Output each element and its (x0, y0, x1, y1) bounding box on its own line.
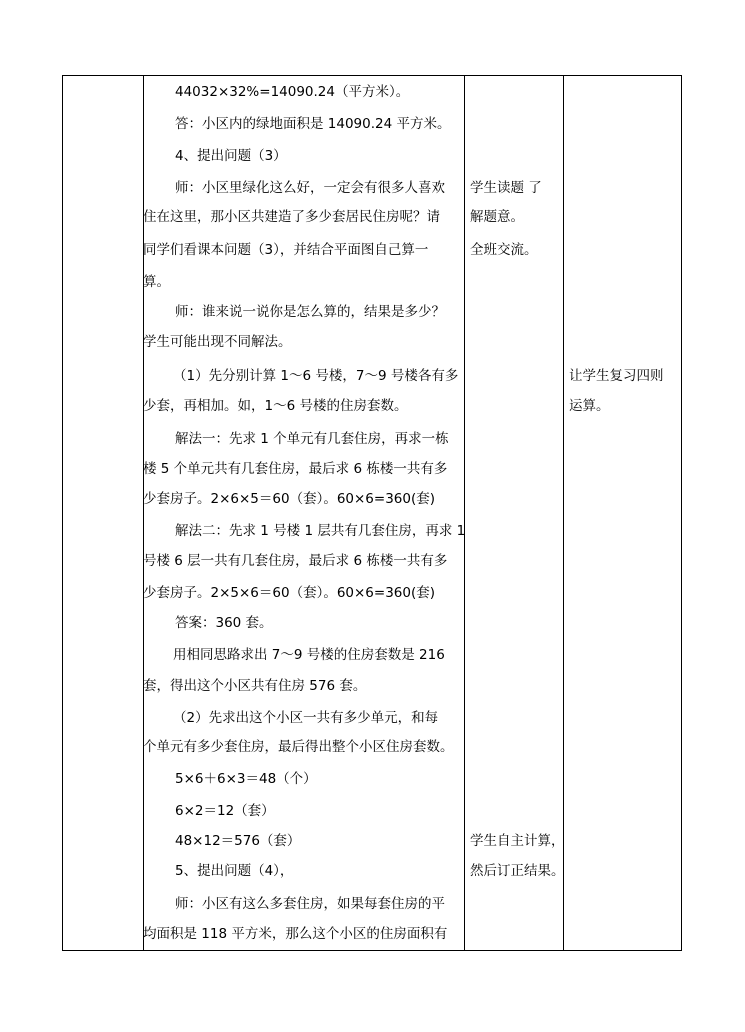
text-line: 算。 (143, 274, 170, 290)
text-line: 号楼 6 层一共有几套住房，最后求 6 栋楼一共有多 (143, 553, 448, 569)
text-line: 师：小区里绿化这么好，一定会有很多人喜欢 (175, 180, 445, 196)
empty-first-column (63, 76, 143, 950)
text-line: 均面积是 118 平方米，那么这个小区的住房面积有 (143, 926, 448, 942)
text-line: （2）先求出这个小区一共有多少单元，和每 (173, 710, 439, 726)
text-line: 44032×32%=14090.24（平方米）。 (175, 84, 410, 100)
text-line: 楼 5 个单元共有几套住房，最后求 6 栋楼一共有多 (143, 461, 448, 477)
text-line: 少套房子。2×5×6＝60（套）。60×6=360(套) (143, 585, 436, 601)
text-line: 答案：360 套。 (175, 615, 273, 631)
text-line: 学生可能出现不同解法。 (143, 334, 292, 350)
text-line: 全班交流。 (470, 242, 538, 258)
design-intent-column (563, 76, 683, 950)
text-line: 同学们看课本问题（3），并结合平面图自己算一 (143, 242, 429, 258)
text-line: 学生读题 了 (470, 180, 542, 196)
text-line: 少套，再相加。如，1～6 号楼的住房套数。 (143, 398, 408, 414)
text-line: 答：小区内的绿地面积是 14090.24 平方米。 (175, 116, 451, 132)
text-line: 然后订正结果。 (470, 863, 565, 879)
text-line: 套，得出这个小区共有住房 576 套。 (143, 678, 367, 694)
text-line: 个单元有多少套住房，最后得出整个小区住房套数。 (143, 739, 454, 755)
lesson-plan-table (62, 75, 682, 951)
text-line: 少套房子。2×6×5＝60（套）。60×6=360(套) (143, 491, 436, 507)
text-line: 住在这里，那小区共建造了多少套居民住房呢？请 (143, 209, 440, 225)
text-line: 运算。 (569, 398, 610, 414)
student-activity-column (464, 76, 563, 950)
text-line: 师：谁来说一说你是怎么算的，结果是多少？ (175, 304, 445, 320)
text-line: 5×6＋6×3＝48（个） (175, 771, 317, 787)
text-line: 让学生复习四则 (569, 368, 664, 384)
text-line: 4、提出问题（3） (175, 148, 287, 164)
teaching-process-column (143, 76, 466, 950)
text-line: 解法一：先求 1 个单元有几套住房，再求一栋 (175, 431, 449, 447)
text-line: 5、提出问题（4）， (175, 863, 294, 879)
text-line: （1）先分别计算 1～6 号楼，7～9 号楼各有多 (173, 368, 459, 384)
text-line: 解题意。 (470, 209, 524, 225)
text-line: 48×12＝576（套） (175, 833, 301, 849)
text-line: 解法二：先求 1 号楼 1 层共有几套住房，再求 1 (175, 523, 466, 539)
text-line: 师：小区有这么多套住房，如果每套住房的平 (175, 896, 445, 912)
text-line: 6×2＝12（套） (175, 803, 275, 819)
text-line: 学生自主计算， (470, 833, 565, 849)
text-line: 用相同思路求出 7～9 号楼的住房套数是 216 (173, 647, 445, 663)
